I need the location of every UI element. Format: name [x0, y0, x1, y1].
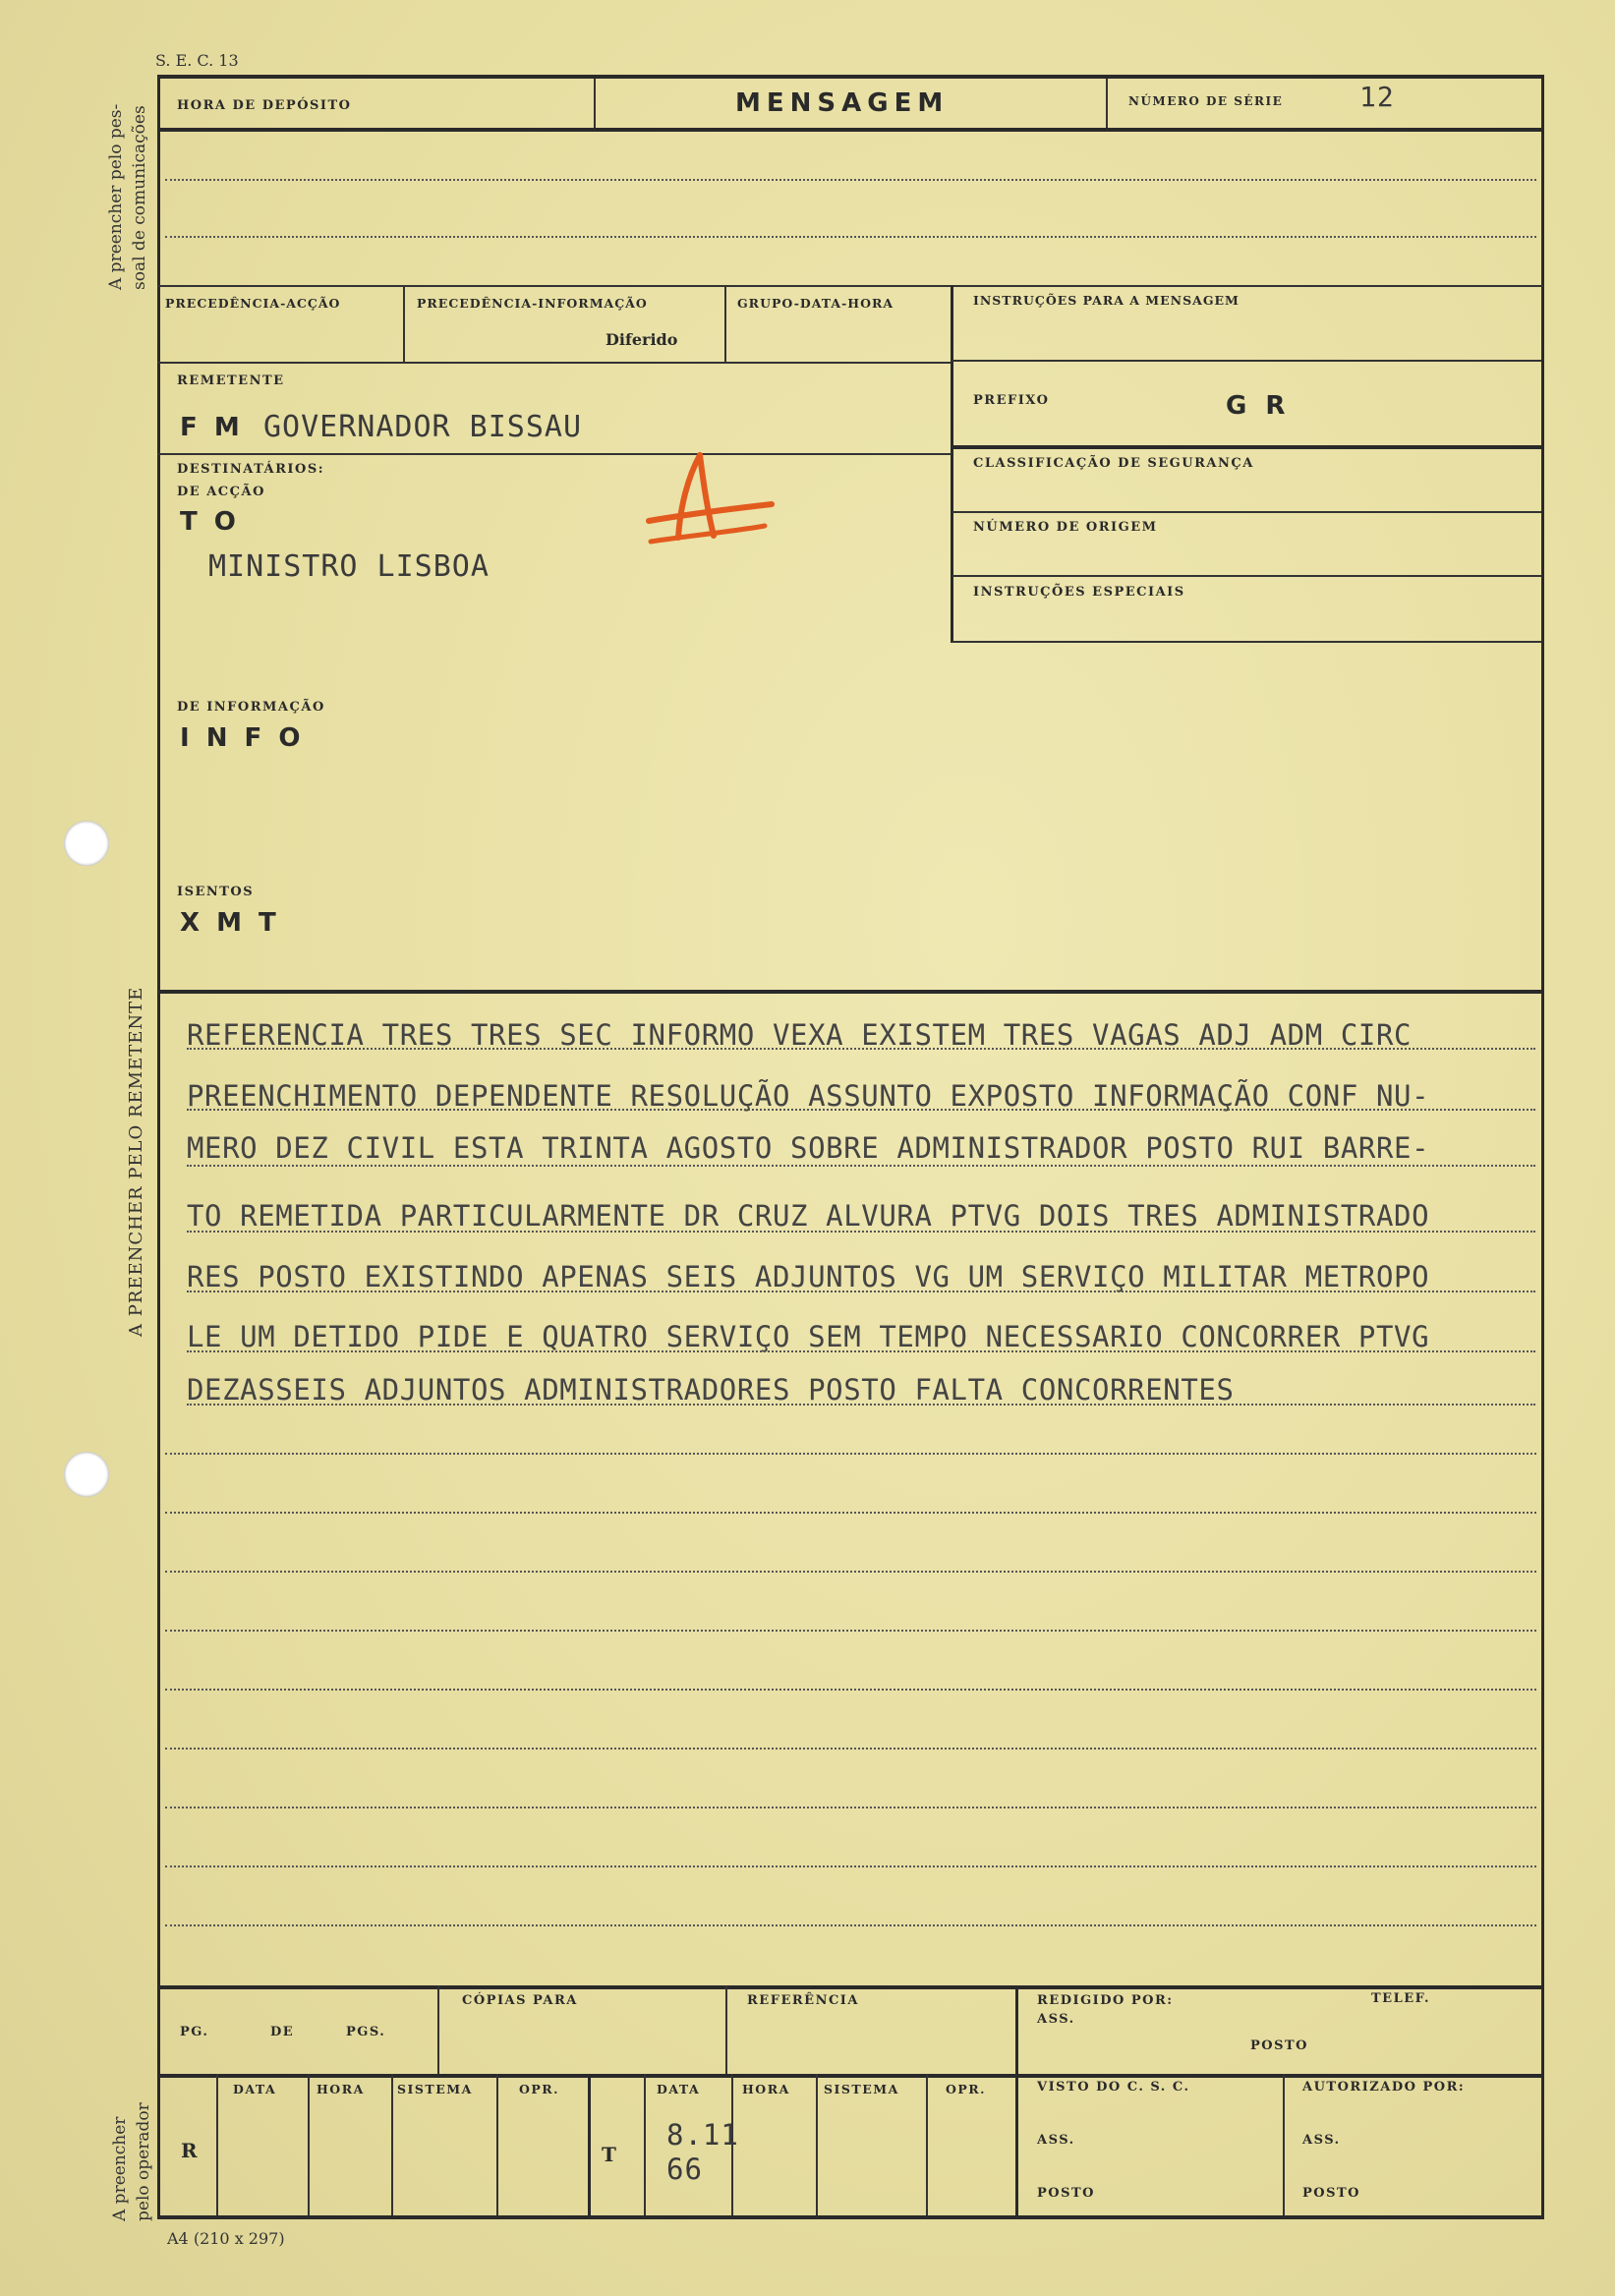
numero-serie-value: 12	[1359, 81, 1395, 113]
divider	[437, 1985, 439, 2076]
r-hora-label: HORA	[317, 2082, 365, 2096]
t-opr-label: OPR.	[946, 2082, 987, 2096]
t-label: T	[602, 2143, 618, 2166]
de-informacao-label: DE INFORMAÇÃO	[177, 700, 325, 715]
divider	[1015, 1985, 1018, 2217]
side-note-top-2: soal de comunicações	[130, 105, 149, 290]
divider	[403, 285, 405, 362]
message-line: MERO DEZ CIVIL ESTA TRINTA AGOSTO SOBRE ADMINISTRADOR POSTO RUI BARRE-	[187, 1131, 1430, 1165]
info-label: I N F O	[180, 723, 305, 753]
rule	[952, 511, 1541, 513]
divider	[816, 2074, 818, 2217]
referencia-label: REFERÊNCIA	[747, 1993, 859, 2008]
dotted-line	[187, 1109, 1535, 1111]
divider	[951, 285, 953, 643]
dotted-line	[165, 1571, 1536, 1573]
telef-label: TELEF.	[1371, 1991, 1431, 2006]
rule	[952, 360, 1541, 362]
punch-hole-top	[64, 821, 109, 866]
rule	[157, 362, 952, 364]
prefixo-value: G R	[1226, 391, 1291, 421]
to-value: MINISTRO LISBOA	[208, 549, 490, 584]
instrucoes-mensagem-label: INSTRUÇÕES PARA A MENSAGEM	[973, 293, 1240, 308]
to-label: T O	[180, 507, 240, 537]
dotted-line	[187, 1291, 1535, 1292]
numero-serie-label: NÚMERO DE SÉRIE	[1128, 94, 1284, 108]
dotted-line	[165, 1866, 1536, 1867]
redigido-label: REDIGIDO POR:	[1037, 1993, 1174, 2008]
t-year-value: 66	[666, 2152, 703, 2186]
prefixo-label: PREFIXO	[973, 393, 1050, 408]
message-line: PREENCHIMENTO DEPENDENTE RESOLUÇÃO ASSUNTO EXPOSTO INFORMAÇÃO CONF NU-	[187, 1079, 1430, 1113]
r-label: R	[181, 2139, 200, 2162]
side-note-operador: A preencher	[110, 2116, 130, 2221]
frame-top	[157, 75, 1543, 79]
destinatarios-label: DESTINATÁRIOS:	[177, 462, 325, 477]
frame-left	[157, 75, 160, 2219]
dotted-line	[187, 1350, 1535, 1352]
divider	[724, 285, 726, 362]
divider	[926, 2074, 928, 2217]
divider	[308, 2074, 310, 2217]
xmt-label: X M T	[180, 908, 280, 938]
autorizado-ass-label: ASS.	[1302, 2133, 1341, 2148]
rule	[157, 2074, 1543, 2078]
visto-ass-label: ASS.	[1037, 2133, 1075, 2148]
precedencia-accao-label: PRECEDÊNCIA-ACÇÃO	[165, 296, 341, 311]
divider	[216, 2074, 218, 2217]
message-line: RES POSTO EXISTINDO APENAS SEIS ADJUNTOS VG UM SERVIÇO MILITAR METROPO	[187, 1260, 1430, 1293]
form-code: S. E. C. 13	[155, 51, 239, 70]
message-line: LE UM DETIDO PIDE E QUATRO SERVIÇO SEM TEMPO NECESSARIO CONCORRER PTVG	[187, 1320, 1430, 1353]
visto-posto-label: POSTO	[1037, 2186, 1095, 2201]
divider	[644, 2074, 646, 2217]
precedencia-informacao-label: PRECEDÊNCIA-INFORMAÇÃO	[417, 296, 648, 311]
dotted-line	[187, 1404, 1535, 1406]
form-title: MENSAGEM	[735, 88, 950, 118]
r-sistema-label: SISTEMA	[397, 2082, 473, 2096]
message-line: REFERENCIA TRES TRES SEC INFORMO VEXA EXISTEM TRES VAGAS ADJ ADM CIRC	[187, 1018, 1413, 1052]
dotted-line	[165, 1748, 1536, 1750]
t-date-value: 8.11	[666, 2118, 739, 2152]
copias-label: CÓPIAS PARA	[462, 1993, 578, 2008]
rule	[952, 445, 1541, 449]
dotted-line	[187, 1165, 1535, 1167]
paper-size: A4 (210 x 297)	[167, 2229, 285, 2248]
divider	[594, 79, 596, 128]
header-bottom	[157, 128, 1543, 132]
dotted-line	[165, 1689, 1536, 1691]
rule	[157, 990, 1543, 994]
t-sistema-label: SISTEMA	[824, 2082, 899, 2096]
dotted-line	[165, 1924, 1536, 1926]
dotted-line	[165, 1512, 1536, 1514]
divider	[588, 2074, 591, 2217]
grupo-data-hora-label: GRUPO-DATA-HORA	[737, 296, 894, 311]
isentos-label: ISENTOS	[177, 885, 255, 899]
redigido-ass-label: ASS.	[1037, 2012, 1075, 2027]
instrucoes-especiais-label: INSTRUÇÕES ESPECIAIS	[973, 585, 1185, 600]
de-label: DE	[270, 2025, 295, 2039]
dotted-line	[165, 1630, 1536, 1632]
side-note-top: A preencher pelo pes-	[106, 103, 126, 290]
punch-hole-bottom	[64, 1452, 109, 1497]
autorizado-label: AUTORIZADO POR:	[1302, 2080, 1466, 2095]
autorizado-posto-label: POSTO	[1302, 2186, 1360, 2201]
divider	[391, 2074, 393, 2217]
rule	[157, 453, 952, 455]
handwritten-a-icon	[639, 447, 786, 550]
hora-deposito-label: HORA DE DEPÓSITO	[177, 98, 352, 113]
numero-origem-label: NÚMERO DE ORIGEM	[973, 520, 1158, 535]
rule	[952, 575, 1541, 577]
frame-bottom	[157, 2215, 1543, 2219]
remetente-prefix: F M	[180, 413, 244, 442]
dotted-line	[165, 236, 1536, 238]
dotted-line	[165, 1807, 1536, 1808]
frame-right	[1541, 75, 1544, 2219]
de-accao-label: DE ACÇÃO	[177, 485, 265, 499]
message-line: DEZASSEIS ADJUNTOS ADMINISTRADORES POSTO FALTA CONCORRENTES	[187, 1373, 1235, 1406]
rule	[157, 285, 1543, 287]
redigido-posto-label: POSTO	[1250, 2038, 1308, 2053]
pgs-label: PGS.	[346, 2025, 386, 2039]
dotted-line	[187, 1048, 1535, 1050]
visto-label: VISTO DO C. S. C.	[1037, 2080, 1190, 2095]
rule	[157, 1985, 1543, 1989]
remetente-value: GOVERNADOR BISSAU	[263, 410, 583, 444]
r-opr-label: OPR.	[519, 2082, 560, 2096]
dotted-line	[165, 179, 1536, 181]
side-note-remetente: A PREENCHER PELO REMETENTE	[126, 986, 146, 1337]
precedencia-informacao-value: Diferido	[606, 330, 678, 349]
dotted-line	[165, 1453, 1536, 1455]
t-hora-label: HORA	[742, 2082, 790, 2096]
t-data-label: DATA	[657, 2082, 701, 2096]
r-data-label: DATA	[233, 2082, 277, 2096]
pg-label: PG.	[180, 2025, 209, 2039]
dotted-line	[187, 1231, 1535, 1233]
remetente-label: REMETENTE	[177, 373, 285, 388]
rule	[952, 641, 1541, 643]
side-note-operador-2: pelo operador	[134, 2102, 153, 2221]
classificacao-label: CLASSIFICAÇÃO DE SEGURANÇA	[973, 456, 1254, 471]
handwritten-a-mark	[639, 447, 786, 550]
divider	[725, 1985, 727, 2076]
message-line: TO REMETIDA PARTICULARMENTE DR CRUZ ALVURA PTVG DOIS TRES ADMINISTRADO	[187, 1199, 1430, 1233]
divider	[1106, 79, 1108, 128]
divider	[496, 2074, 498, 2217]
divider	[1283, 2074, 1285, 2217]
